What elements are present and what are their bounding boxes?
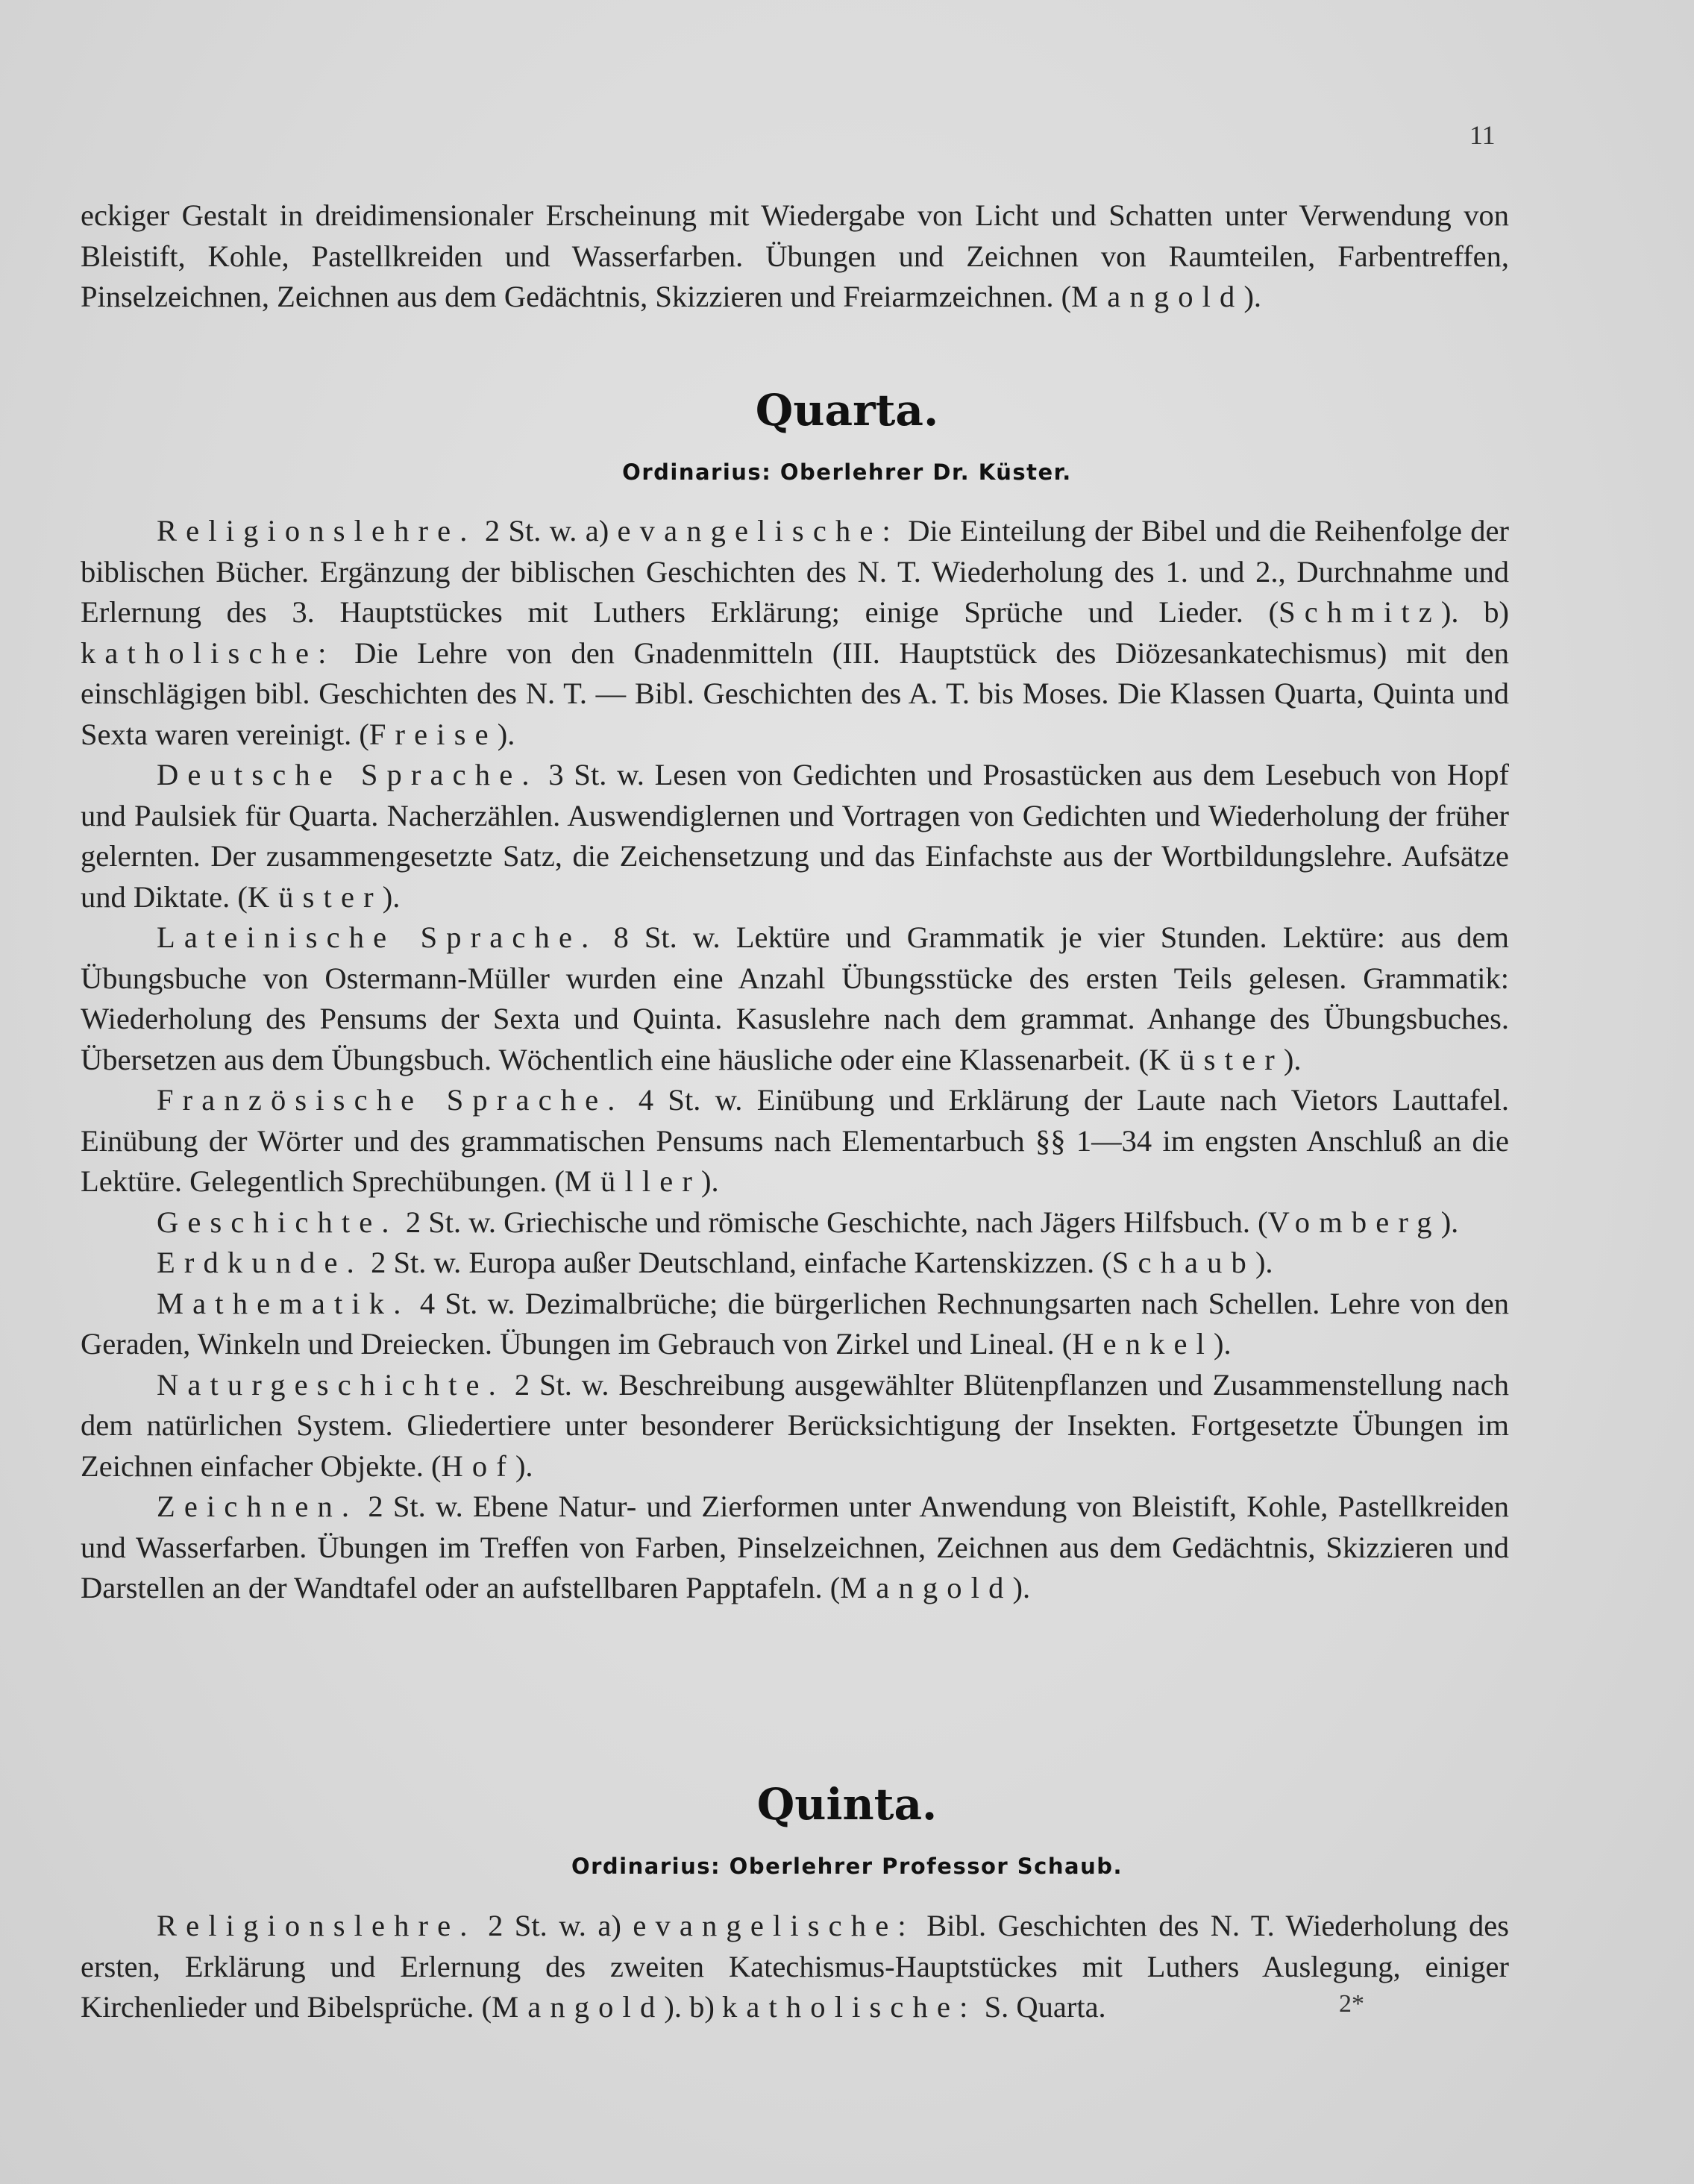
ordinarius-quarta: Ordinarius: Oberlehrer Dr. Küster. — [622, 459, 1072, 485]
subject-name: Zeichnen. — [157, 1490, 359, 1523]
subject-name: Naturgeschichte. — [157, 1367, 505, 1402]
subject-deutsch: Deutsche Sprache. 3 St. w. Lesen von Gedichten und Prosastücken aus dem Lesebuch von Hopf und Paulsiek für Quarta. Nacherzählen. Auswendiglernen und Vortragen von Gedichten und Wiederholung der früher gelernten. Der zusammengesetzte Satz, die Zeichensetzung und das Einfachste aus der Wortbildungslehre. Aufsätze und Diktate. (Küster). — [81, 758, 1509, 914]
teacher-name: Müller — [564, 1164, 702, 1198]
subject-name: Mathematik. — [157, 1286, 410, 1320]
subject-naturgeschichte: Naturgeschichte. 2 St. w. Beschreibung ausgewählter Blütenpflanzen und Zusammenstellung nach dem natürlichen System. Gliedertiere unter besonderer Berücksichtigung der Insekten. Fortgesetzte Übungen im Zeichnen einfacher Objekte. (Hof). — [81, 1367, 1509, 1483]
teacher-name: Mangold — [492, 1990, 665, 2024]
page-number: 11 — [1469, 120, 1496, 150]
subject-name: Religionslehre. — [157, 1909, 477, 1942]
teacher-name: Mangold — [840, 1571, 1013, 1604]
subject-subheading: katholische: — [721, 1990, 977, 2024]
subject-name: Geschichte. — [157, 1205, 398, 1239]
subject-zeichnen: Zeichnen. 2 St. w. Ebene Natur- und Zierformen unter Anwendung von Bleistift, Kohle, Pastellkreiden und Wasserfarben. Übungen im Treffen von Farben, Pinselzeichnen, Zeichnen aus dem Gedächtnis, Skizzieren und Darstellen an der Wandtafel oder an aufstellbaren Papptafeln. (Mangold). — [81, 1490, 1509, 1604]
teacher-name: Küster — [1149, 1042, 1284, 1076]
teacher-name: Freise — [368, 717, 498, 751]
subject-name: Lateinische Sprache. — [157, 920, 598, 954]
teacher-name: Küster — [247, 879, 383, 914]
subject-franzoesisch: Französische Sprache. 4 St. w. Einübung und Erklärung der Laute nach Vietors Lauttafel. Einübung der Wörter und des grammatischen Pensums nach Elementarbuch §§ 1—34 im engsten Anschluß an die Lektüre. Gelegentlich Sprechübungen. (Müller). — [81, 1083, 1510, 1198]
subject-subheading: evangelische: — [617, 514, 900, 547]
subject-geschichte: Geschichte. 2 St. w. Griechische und römische Geschichte, nach Jägers Hilfsbuch. (Vomberg). — [157, 1205, 1459, 1239]
teacher-name: Schaub — [1111, 1246, 1255, 1279]
subject-subheading: evangelische: — [633, 1909, 915, 1942]
subject-name: Religionslehre. — [157, 514, 477, 547]
teacher-name: Schmitz — [1279, 595, 1441, 629]
signature-mark: 2* — [1339, 1990, 1364, 2018]
subject-erdkunde: Erdkunde. 2 St. w. Europa außer Deutschland, einfache Kartenskizzen. (Schaub). — [157, 1246, 1273, 1279]
teacher-name: Vomberg — [1267, 1205, 1441, 1239]
subject-religion: Religionslehre. 2 St. w. a) evangelische: Die Einteilung der Bibel und die Reihenfolge der biblischen Bücher. Ergänzung der biblischen Geschichten des N. T. Wiederholung des 1. und 2., Durchnahme und Erlernung des 3. Hauptstückes mit Luthers Erklärung; einige Sprüche und Lieder. (Schmitz). b) katholische: Die Lehre von den Gnadenmitteln (III. Hauptstück des Diözesankatechismus) mit den einschlägigen bibl. Geschichten des N. T. — Bibl. Geschichten des A. T. bis Moses. Die Klassen Quarta, Quinta und Sexta waren vereinigt. (Freise). — [81, 514, 1510, 751]
subject-latein: Lateinische Sprache. 8 St. w. Lektüre und Grammatik je vier Stunden. Lektüre: aus dem Übungsbuche von Ostermann-Müller wurden eine Anzahl Übungsstücke des ersten Teils gelesen. Grammatik: Wiederholung des Pensums der Sexta und Quinta. Kasuslehre nach dem grammat. Anhange des Übungsbuches. Übersetzen aus dem Übungsbuch. Wöchentlich eine häusliche oder eine Klassenarbeit. (Küster). — [81, 920, 1509, 1076]
ordinarius-quinta: Ordinarius: Oberlehrer Professor Schaub. — [571, 1854, 1123, 1879]
section-title-quarta: Quarta. — [755, 385, 939, 436]
subject-mathematik: Mathematik. 4 St. w. Dezimalbrüche; die bürgerlichen Rechnungsarten nach Schellen. Lehre von den Geraden, Winkeln und Dreiecken. Übungen im Gebrauch von Zirkel und Lineal. (Henkel). — [81, 1286, 1509, 1361]
subject-subheading: katholische: — [81, 636, 336, 670]
teacher-name: Henkel — [1072, 1327, 1214, 1361]
quarta-subjects — [81, 511, 1509, 1609]
intro-paragraph — [81, 195, 1509, 318]
teacher-name: Mangold — [1071, 280, 1244, 313]
subject-name: Deutsche Sprache. — [157, 758, 539, 791]
intro-text: eckiger Gestalt in dreidimensionaler Erscheinung mit Wiedergabe von Licht und Schatten unter Verwendung von Bleistift, Kohle, Pastellkreiden und Wasserfarben. Übungen und Zeichnen von Raumteilen, Farbentreffen, Pinselzeichnen, Zeichnen aus dem Gedächtnis, Skizzieren und Freiarmzeichnen. (Mangold). — [81, 198, 1509, 313]
subject-name: Französische Sprache. — [157, 1083, 624, 1117]
subject-religion-quinta: Religionslehre. 2 St. w. a) evangelische: Bibl. Geschichten des N. T. Wiederholung des ersten, Erklärung und Erlernung des zweiten Katechismus-Hauptstückes mit Luthers Auslegung, einiger Kirchenlieder und Bibelsprüche. (Mangold). b) katholische: S. Quarta. — [81, 1909, 1509, 2024]
subject-name: Erdkunde. — [157, 1246, 363, 1279]
teacher-name: Hof — [441, 1449, 515, 1483]
quinta-subjects — [81, 1906, 1509, 2028]
section-title-quinta: Quinta. — [756, 1779, 938, 1830]
